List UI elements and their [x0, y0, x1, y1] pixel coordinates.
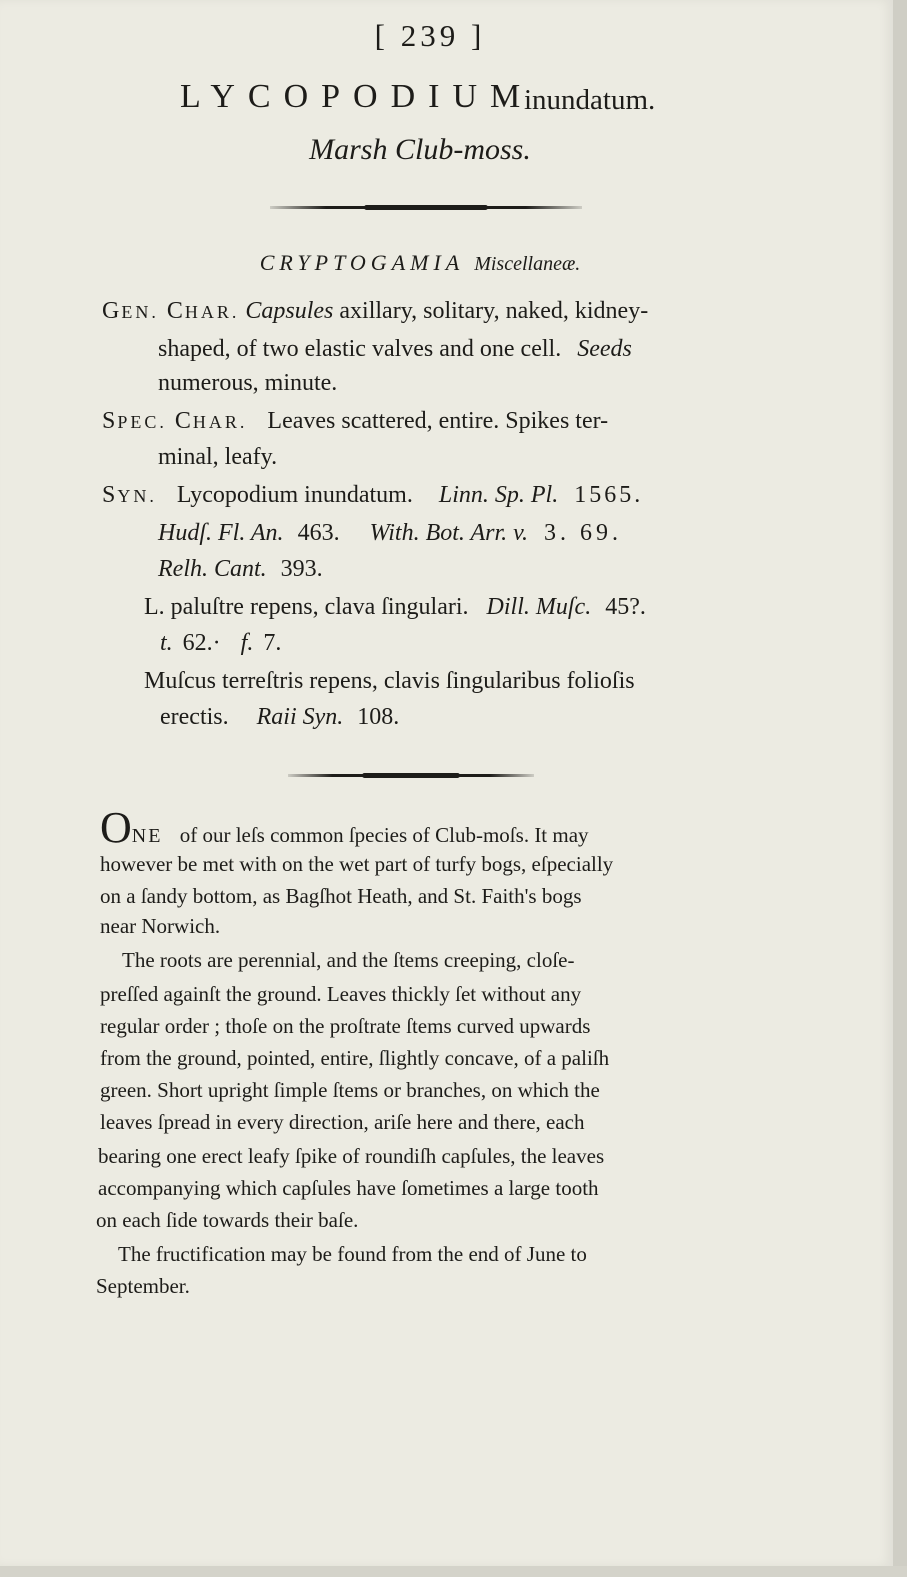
- syn-line-6: Muſcus terreſtris repens, clavis ſingularibus folioſis: [144, 668, 635, 694]
- gen-char-capsules: Capsules: [245, 298, 334, 324]
- page-edge-right: [893, 0, 907, 1577]
- class-name: CRYPTOGAMIA: [259, 250, 465, 275]
- desc-p2-line-5: green. Short upright ſimple ſtems or branches, on which the: [100, 1078, 600, 1102]
- classification-line: [0, 250, 840, 276]
- spec-char-label: SPEC. CHAR.: [102, 408, 248, 434]
- gen-char-label: GEN. CHAR.: [102, 298, 240, 324]
- desc-p2-line-2: preſſed againſt the ground. Leaves thickly ſet without any: [100, 982, 582, 1006]
- gen-char-line-1: GEN. CHAR. Capsules axillary, solitary, naked, kidney-: [102, 298, 649, 324]
- syn-line-7: erectis. Raii Syn. 108.: [160, 704, 400, 730]
- desc-p1-line-4: near Norwich.: [100, 914, 221, 938]
- gen-char-line-2: shaped, of two elastic valves and one cell. Seeds: [158, 336, 632, 362]
- common-name: Marsh Club-moss.: [309, 133, 531, 166]
- syn-line-1: SYN. Lycopodium inundatum. Linn. Sp. Pl. 1565.: [102, 482, 644, 508]
- syn-label: SYN.: [102, 482, 157, 508]
- title-divider: [270, 206, 582, 209]
- genus-title: LYCOPODIUM: [180, 78, 534, 115]
- section-divider: [288, 774, 534, 777]
- desc-p2-line-9: on each ſide towards their baſe.: [96, 1208, 359, 1232]
- desc-p2-line-3: regular order ; thoſe on the proſtrate ſtems curved upwards: [100, 1014, 591, 1038]
- desc-p2-line-6: leaves ſpread in every direction, ariſe here and there, each: [100, 1110, 585, 1134]
- desc-p2-line-1: The roots are perennial, and the ſtems creeping, cloſe-: [122, 948, 575, 972]
- desc-p1-line-1: ONE of our leſs common ſpecies of Club-moſs. It may: [100, 803, 589, 852]
- page-number: [ 239 ]: [374, 18, 486, 53]
- desc-p3-line-2: September.: [96, 1274, 190, 1298]
- desc-p2-line-4: from the ground, pointed, entire, ſlightly concave, of a paliſh: [100, 1046, 610, 1070]
- drop-cap: O: [100, 803, 132, 852]
- spec-char-line-1: SPEC. CHAR. Leaves scattered, entire. Spikes ter-: [102, 408, 609, 434]
- desc-p3-line-1: The fructification may be found from the end of June to: [118, 1242, 587, 1266]
- desc-p1-line-3: on a ſandy bottom, as Bagſhot Heath, and St. Faith's bogs: [100, 884, 582, 908]
- page-edge-bottom: [0, 1566, 907, 1577]
- species-title: inundatum.: [524, 84, 656, 116]
- syn-line-4: L. paluſtre repens, clava ſingulari. Dill. Muſc. 45?.: [144, 594, 646, 620]
- order-name: Miscellaneæ.: [474, 253, 581, 275]
- syn-line-3: Relh. Cant. 393.: [158, 556, 323, 582]
- desc-p1-line-2: however be met with on the wet part of turfy bogs, eſpecially: [100, 852, 614, 876]
- desc-p2-line-7: bearing one erect leafy ſpike of roundiſh capſules, the leaves: [98, 1144, 605, 1168]
- gen-char-line-3: numerous, minute.: [158, 370, 338, 396]
- syn-line-2: Hudſ. Fl. An. 463. With. Bot. Arr. v. 3. 69.: [158, 520, 623, 546]
- desc-p2-line-8: accompanying which capſules have ſometimes a large tooth: [98, 1176, 599, 1200]
- syn-line-5: t. 62.· f. 7.: [160, 630, 282, 656]
- spec-char-line-2: minal, leafy.: [158, 444, 278, 470]
